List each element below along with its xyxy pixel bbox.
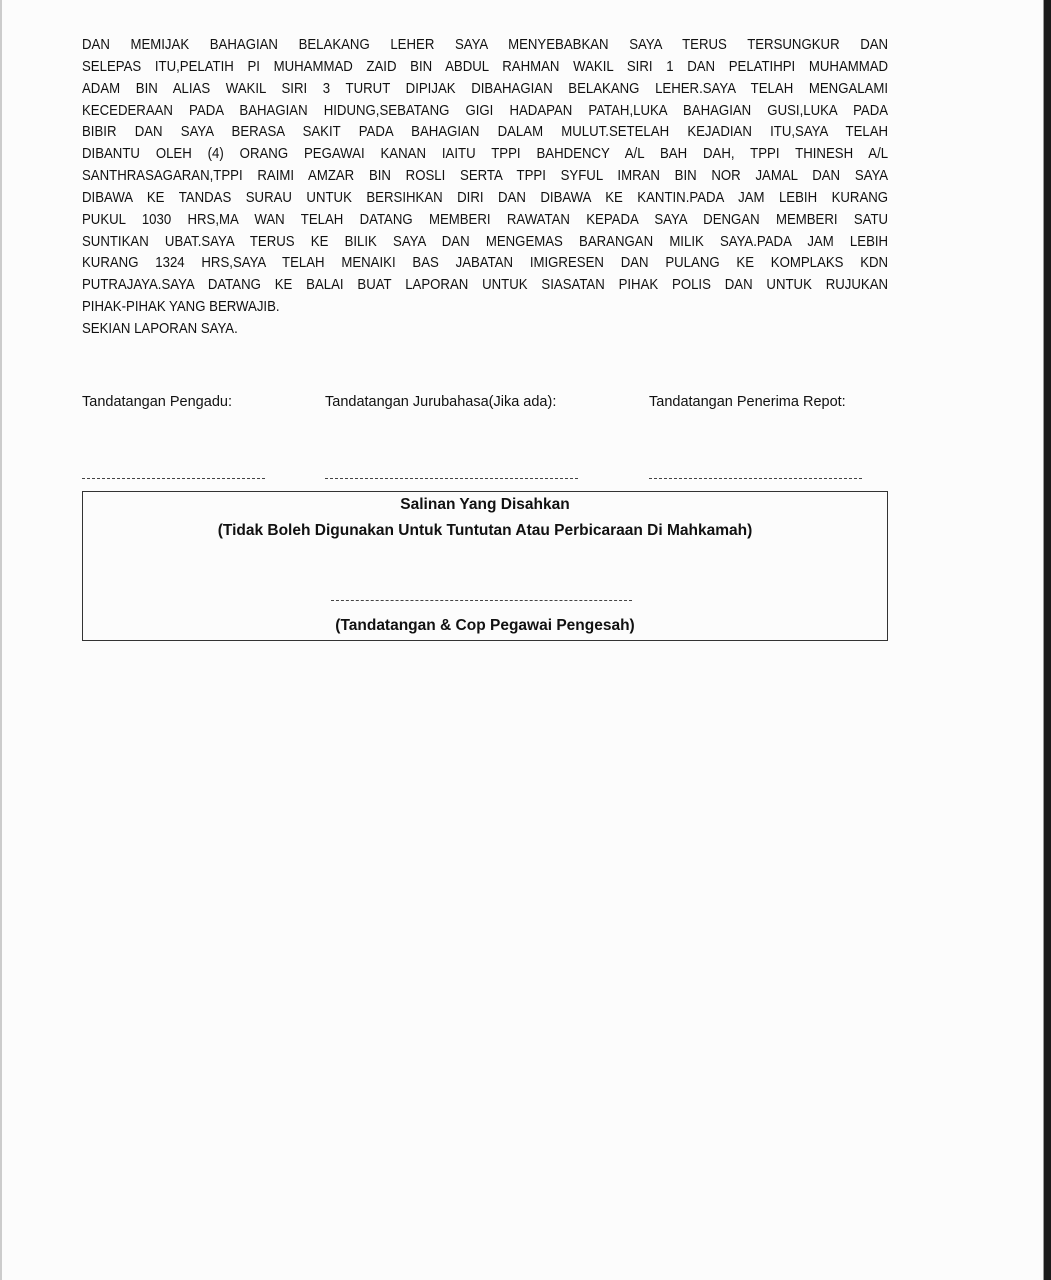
complainant-signature-label: Tandatangan Pengadu: xyxy=(82,394,232,410)
statement-line: DIBAWA KE TANDAS SURAU UNTUK BERSIHKAN DIRI DAN DIBAWA KE KANTIN.PADA JAM LEBIH KURANG xyxy=(82,188,889,206)
certified-copy-subtitle: (Tidak Boleh Digunakan Untuk Tuntutan Atau Perbicaraan Di Mahkamah) xyxy=(217,522,753,539)
certified-copy-title: Salinan Yang Disahkan xyxy=(400,496,570,513)
statement-line: PUTRAJAYA.SAYA DATANG KE BALAI BUAT LAPORAN UNTUK SIASATAN PIHAK POLIS DAN UNTUK RUJUKAN xyxy=(82,276,889,294)
viewer-scrollbar-edge xyxy=(1043,0,1051,1280)
receiver-signature-label: Tandatangan Penerima Repot: xyxy=(649,394,846,410)
page-edge-left xyxy=(0,0,2,1280)
officer-signature-line xyxy=(331,600,632,601)
statement-line: SUNTIKAN UBAT.SAYA TERUS KE BILIK SAYA DAN MENGEMAS BARANGAN MILIK SAYA.PADA JAM LEBIH xyxy=(82,232,889,250)
statement-line: DIBANTU OLEH (4) ORANG PEGAWAI KANAN IAITU TPPI BAHDENCY A/L BAH DAH, TPPI THINESH A/L xyxy=(82,145,889,163)
officer-signature-label: (Tandatangan & Cop Pegawai Pengesah) xyxy=(335,617,635,634)
statement-line: KECEDERAAN PADA BAHAGIAN HIDUNG,SEBATANG GIGI HADAPAN PATAH,LUKA BAHAGIAN GUSI,LUKA PADA xyxy=(82,101,889,119)
statement-line: ADAM BIN ALIAS WAKIL SIRI 3 TURUT DIPIJAK DIBAHAGIAN BELAKANG LEHER.SAYA TELAH MENGALAMI xyxy=(82,79,889,97)
interpreter-signature-label: Tandatangan Jurubahasa(Jika ada): xyxy=(325,394,557,410)
statement-line: DAN MEMIJAK BAHAGIAN BELAKANG LEHER SAYA MENYEBABKAN SAYA TERUS TERSUNGKUR DAN xyxy=(82,36,889,53)
statement-line: SANTHRASAGARAN,TPPI RAIMI AMZAR BIN ROSLI SERTA TPPI SYFUL IMRAN BIN NOR JAMAL DAN SAYA xyxy=(82,167,889,185)
statement-line: SELEPAS ITU,PELATIH PI MUHAMMAD ZAID BIN ABDUL RAHMAN WAKIL SIRI 1 DAN PELATIHPI MUHAMMAD xyxy=(82,57,889,75)
statement-line: PIHAK-PIHAK YANG BERWAJIB. xyxy=(82,298,280,316)
statement-closing: SEKIAN LAPORAN SAYA. xyxy=(82,319,238,337)
interpreter-signature-line xyxy=(325,478,578,479)
certified-copy-box xyxy=(82,491,888,641)
statement-line: PUKUL 1030 HRS,MA WAN TELAH DATANG MEMBERI RAWATAN KEPADA SAYA DENGAN MEMBERI SATU xyxy=(82,210,889,228)
complainant-signature-line xyxy=(82,478,265,479)
statement-line: KURANG 1324 HRS,SAYA TELAH MENAIKI BAS JABATAN IMIGRESEN DAN PULANG KE KOMPLAKS KDN xyxy=(82,254,889,272)
statement-text xyxy=(82,34,888,340)
receiver-signature-line xyxy=(649,478,862,479)
statement-line: BIBIR DAN SAYA BERASA SAKIT PADA BAHAGIAN DALAM MULUT.SETELAH KEJADIAN ITU,SAYA TELAH xyxy=(82,123,889,141)
